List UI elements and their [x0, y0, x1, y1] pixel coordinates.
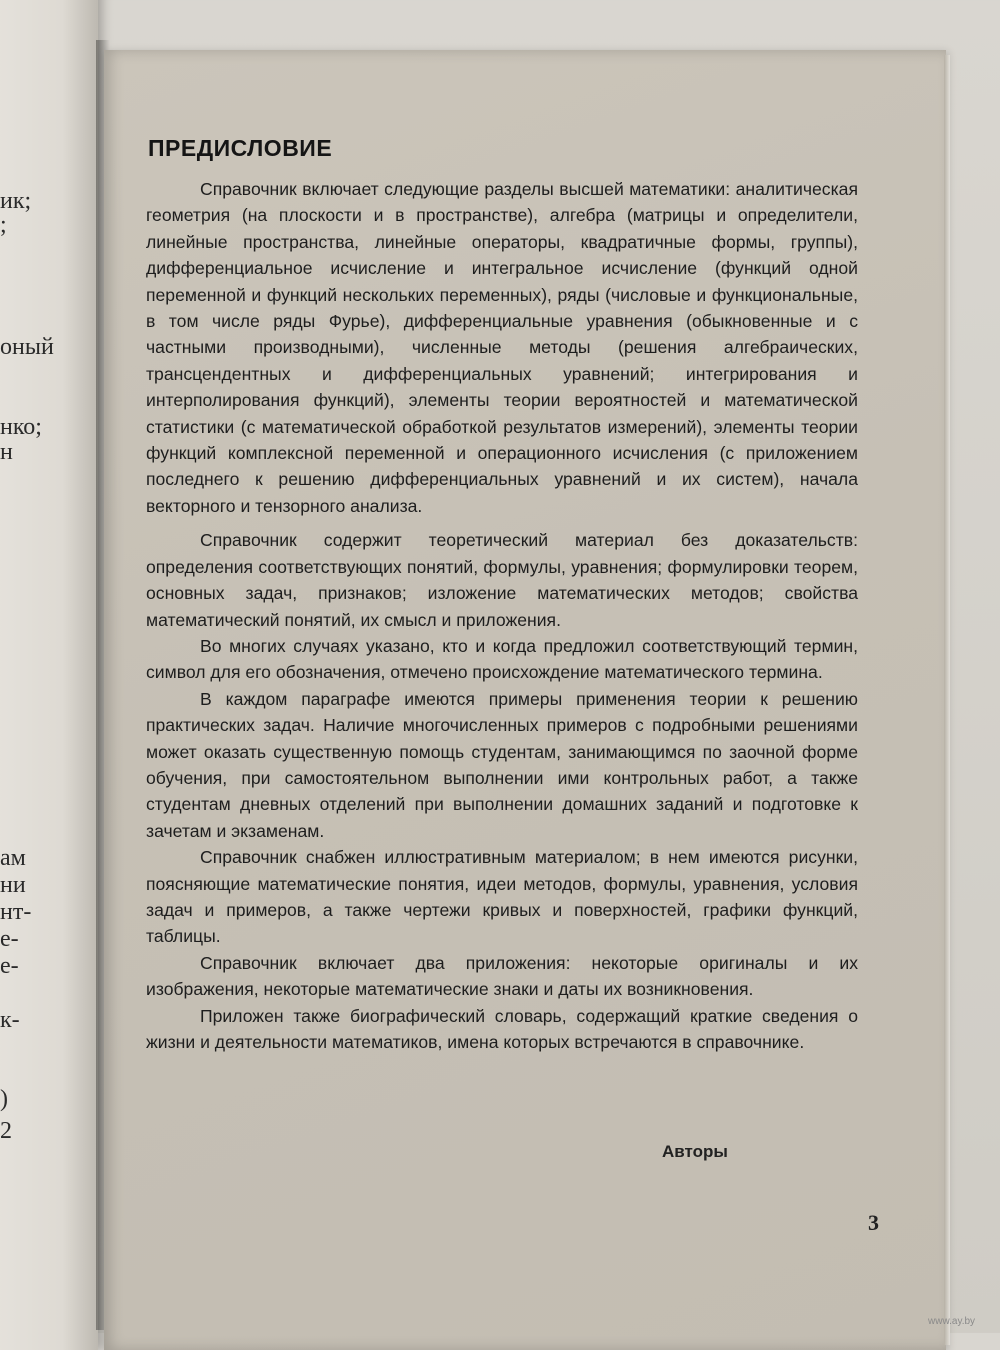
left-page-fragment: оный — [0, 334, 54, 360]
left-page-fragment: ик; — [0, 188, 32, 214]
left-page — [0, 0, 98, 1350]
left-page-fragment: ни — [0, 872, 26, 898]
page-number: 3 — [868, 1210, 879, 1235]
page-heading: ПРЕДИСЛОВИЕ — [148, 135, 333, 161]
left-page-fragment: ) — [0, 1086, 8, 1112]
paragraph-contents: Справочник содержит теоретический материал без доказательств: определения соответствующих понятий, формулы, уравнения; формулировки теорем, основных задач, признаков; изложение математических методов; свойства математический понятий, их смысл и приложения. — [146, 530, 858, 630]
left-page-fragment: 2 — [0, 1118, 12, 1144]
paragraph-biography: Приложен также биографический словарь, содержащий краткие сведения о жизни и деятельности математиков, имена которых встречаются в справочнике. — [146, 1005, 858, 1052]
page-edge — [944, 55, 950, 1345]
left-page-fragment: к- — [0, 1007, 20, 1033]
left-page-fragment: е- — [0, 953, 19, 979]
authors-signature: Авторы — [662, 1142, 728, 1161]
left-page-fragment: нко; — [0, 414, 42, 440]
left-page-fragment: ам — [0, 845, 26, 871]
left-page-fragment: н — [0, 439, 13, 465]
paragraph-sections: Справочник включает следующие разделы высшей математики: аналитическая геометрия (на плоскости и в пространстве), алгебра (матрицы и определители, линейные пространства, линейные операторы, квадратичные формы, группы), дифференциальное исчисление и интегральное исчисление (функций одной переменной и функций нескольких переменных), ряды (числовые и функциональные, в том числе ряды Фурье), дифференциальные уравнения (обыкновенные и с частными производными), численные методы (решения алгебраических, трансцендентных и дифференциальных уравнений; интегрирования и интерполирования функций), элементы теории вероятностей и математической статистики (с математической обработкой результатов измерений), элементы теории функций комплексной переменной и операционного исчисления (с приложением последнего к решению дифференциальных уравнений и их систем), начала векторного и тензорного анализа. — [146, 179, 858, 516]
left-page-fragment: е- — [0, 926, 19, 952]
left-page-fragment: ; — [0, 212, 7, 238]
preface-body — [146, 176, 858, 1055]
watermark: www.ay.by — [928, 1316, 976, 1327]
paragraph-appendices: Справочник включает два приложения: некоторые оригиналы и их изображения, некоторые математические знаки и даты их возникновения. — [146, 952, 858, 1000]
left-page-fragment: нт- — [0, 899, 32, 925]
paragraph-examples: В каждом параграфе имеются примеры применения теории к решению практических задач. Наличие многочисленных примеров с подробными решениями может оказать существенную помощь студентам, занимающимся по заочной форме обучения, при самостоятельном выполнении ими контрольных работ, а также студентам дневных отделений при выполнении домашних заданий и подготовке к зачетам и экзаменам. — [146, 688, 858, 841]
paragraph-terms: Во многих случаях указано, кто и когда предложил соответствующий термин, символ для его обозначения, отмечено происхождение математического термина. — [146, 635, 858, 683]
paragraph-illustrations: Справочник снабжен иллюстративным материалом; в нем имеются рисунки, поясняющие математические понятия, идеи методов, формулы, уравнения, условия задач и примеров, а также чертежи кривых и поверхностей, графики функций, таблицы. — [146, 847, 858, 947]
